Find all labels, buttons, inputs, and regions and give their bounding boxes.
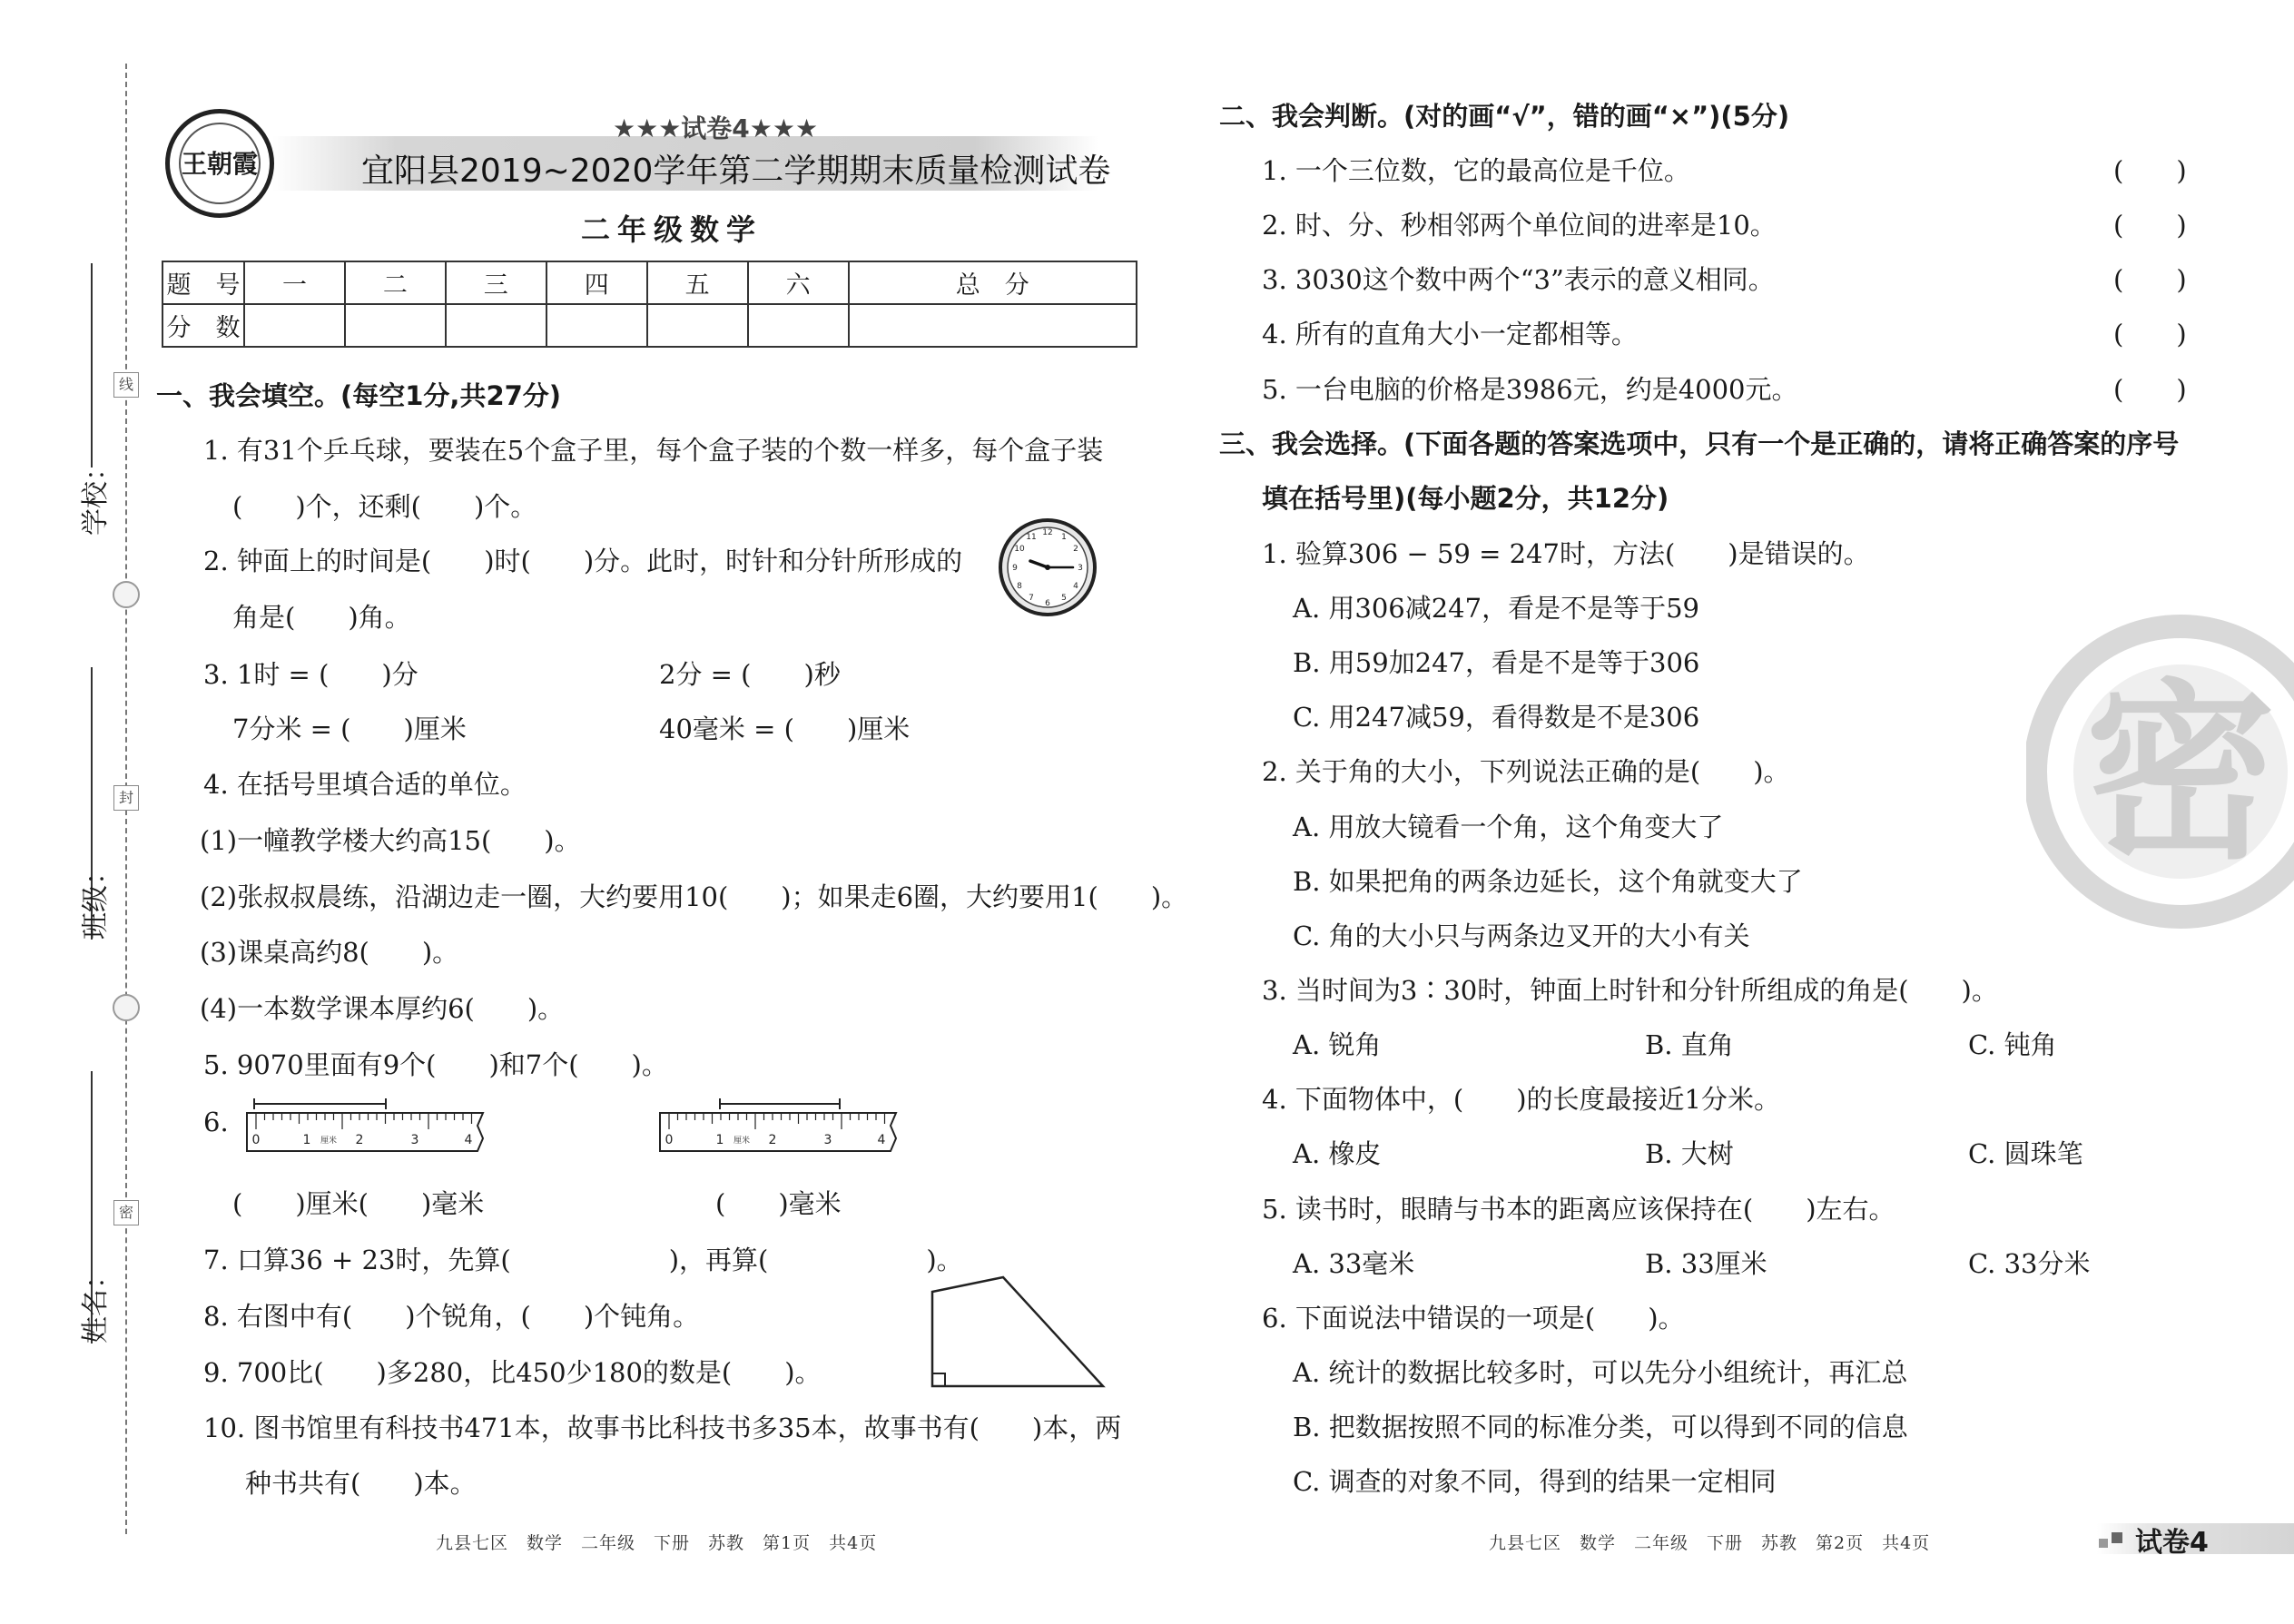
choice-option: C. 33分米: [1968, 1248, 2091, 1279]
tab-square-icon: [2099, 1539, 2108, 1548]
choice-option: B. 用59加247，看是不是等于306: [1293, 647, 1700, 678]
svg-text:11: 11: [1026, 533, 1037, 542]
score-table: [162, 261, 1137, 348]
question-7: 7. 口算36 + 23时，先算( )，再算( )。: [203, 1245, 963, 1275]
table-cell: 总 分: [849, 261, 1137, 304]
section3-heading-line2: 填在括号里)(每小题2分，共12分): [1262, 483, 1669, 514]
score-cell[interactable]: [244, 304, 345, 347]
question-10-line1: 10. 图书馆里有科技书471本，故事书比科技书多35本，故事书有( )本，两: [203, 1412, 1122, 1443]
binding-hole-icon: [113, 994, 140, 1021]
tab-square-icon: [2112, 1532, 2122, 1543]
choice-option: B. 33厘米: [1645, 1248, 1767, 1279]
score-cell[interactable]: [345, 304, 446, 347]
question-4-3: (3)课桌高约8( )。: [200, 937, 459, 968]
table-cell: 六: [748, 261, 849, 304]
answer-bracket[interactable]: ( ): [2113, 155, 2187, 186]
question-4: 4. 在括号里填合适的单位。: [203, 769, 527, 800]
question-6-label: 6.: [203, 1107, 229, 1137]
footer-left: 九县七区 数学 二年级 下册 苏教 第1页 共4页: [436, 1533, 878, 1553]
subject-title: 二年级数学: [581, 212, 763, 247]
choice-question-2: 2. 关于角的大小，下列说法正确的是( )。: [1262, 756, 1790, 787]
question-1-line2: ( )个，还剩( )个。: [232, 491, 537, 522]
question-3-a: 3. 1时 = ( )分: [203, 659, 418, 690]
clock-face-icon: [998, 517, 1098, 617]
judge-item-3: 3. 3030这个数中两个“3”表示的意义相同。: [1262, 264, 1775, 295]
question-9: 9. 700比( )多280，比450少180的数是( )。: [203, 1357, 822, 1388]
svg-text:4: 4: [1073, 582, 1078, 591]
publisher-logo: 王朝霞: [165, 109, 274, 218]
question-6-answer-2: ( )毫米: [715, 1188, 842, 1219]
ruler-tick-label: 1: [302, 1133, 311, 1147]
table-cell: 分 数: [162, 304, 244, 347]
judge-item-2: 2. 时、分、秒相邻两个单位间的进率是10。: [1262, 210, 1777, 241]
judge-item-5: 5. 一台电脑的价格是3986元，约是4000元。: [1262, 374, 1798, 405]
table-cell: 四: [546, 261, 647, 304]
score-cell[interactable]: [647, 304, 748, 347]
score-cell[interactable]: [748, 304, 849, 347]
question-4-1: (1)一幢教学楼大约高15( )。: [200, 825, 581, 856]
svg-text:1: 1: [1061, 533, 1067, 542]
svg-text:8: 8: [1017, 582, 1022, 591]
ruler-tick-label: 1: [715, 1133, 724, 1147]
table-cell: 二: [345, 261, 446, 304]
answer-bracket[interactable]: ( ): [2113, 264, 2187, 295]
choice-question-6: 6. 下面说法中错误的一项是( )。: [1262, 1303, 1685, 1334]
seal-mark-feng: 封: [113, 785, 139, 811]
svg-text:3: 3: [1078, 564, 1083, 573]
score-table-header-row: [162, 261, 1137, 304]
question-4-4: (4)一本数学课本厚约6( )。: [200, 993, 565, 1024]
choice-option: A. 统计的数据比较多时，可以先分小组统计，再汇总: [1293, 1357, 1908, 1388]
choice-option: A. 锐角: [1293, 1029, 1382, 1060]
choice-question-1: 1. 验算306 − 59 = 247时，方法( )是错误的。: [1262, 538, 1870, 569]
svg-text:5: 5: [1061, 594, 1067, 603]
score-cell[interactable]: [546, 304, 647, 347]
ruler-tick-label: 0: [251, 1133, 261, 1147]
ruler-tick-label: 3: [410, 1133, 419, 1147]
ruler-1: [245, 1098, 487, 1162]
series-badge: ★★★试卷4★★★: [613, 113, 819, 143]
exam-title: 宜阳县2019~2020学年第二学期期末质量检测试卷: [361, 153, 1111, 190]
ruler-unit-label: 厘米: [733, 1137, 751, 1146]
section1-heading: 一、我会填空。(每空1分,共27分): [156, 380, 562, 411]
question-1-line1: 1. 有31个乒乓球，要装在5个盒子里，每个盒子装的个数一样多，每个盒子装: [203, 435, 1104, 466]
answer-bracket[interactable]: ( ): [2113, 210, 2187, 241]
ruler-unit-label: 厘米: [320, 1137, 338, 1146]
question-8: 8. 右图中有( )个锐角，( )个钝角。: [203, 1301, 700, 1332]
choice-option: C. 圆珠笔: [1968, 1138, 2083, 1169]
question-10-line2: 种书共有( )本。: [245, 1468, 477, 1499]
choice-option: C. 角的大小只与两条边叉开的大小有关: [1293, 920, 1750, 951]
class-label: 班级：: [80, 858, 112, 940]
svg-text:9: 9: [1012, 564, 1018, 573]
question-4-2: (2)张叔叔晨练，沿湖边走一圈，大约要用10( )；如果走6圈，大约要用1( )。: [200, 881, 1188, 912]
question-2-line2: 角是( )角。: [232, 602, 411, 633]
table-cell: 题 号: [162, 261, 244, 304]
choice-option: C. 用247减59，看得数是不是306: [1293, 702, 1700, 733]
choice-option: A. 33毫米: [1293, 1248, 1415, 1279]
confidential-stamp-icon: [2026, 590, 2294, 953]
school-write-line: [91, 263, 93, 468]
ruler-tick-label: 3: [823, 1133, 832, 1147]
svg-text:7: 7: [1029, 594, 1034, 603]
paper-number-tab: 试卷4: [2135, 1527, 2209, 1559]
table-cell: 五: [647, 261, 748, 304]
choice-question-3: 3. 当时间为3∶30时，钟面上时针和分针所组成的角是( )。: [1262, 975, 1998, 1006]
choice-option: A. 橡皮: [1293, 1138, 1382, 1169]
answer-bracket[interactable]: ( ): [2113, 374, 2187, 405]
choice-question-4: 4. 下面物体中，( )的长度最接近1分米。: [1262, 1084, 1780, 1115]
ruler-tick-label: 2: [355, 1133, 364, 1147]
question-3-b: 2分 = ( )秒: [659, 659, 841, 690]
answer-bracket[interactable]: ( ): [2113, 319, 2187, 349]
score-table-score-row: [162, 304, 1137, 347]
school-label: 学校：: [80, 454, 112, 536]
choice-option: B. 把数据按照不同的标准分类，可以得到不同的信息: [1293, 1412, 1908, 1442]
question-6-answer-1: ( )厘米( )毫米: [232, 1188, 485, 1219]
choice-option: A. 用放大镜看一个角，这个角变大了: [1293, 812, 1724, 842]
ruler-tick-label: 4: [464, 1133, 473, 1147]
score-cell[interactable]: [446, 304, 546, 347]
judge-item-1: 1. 一个三位数，它的最高位是千位。: [1262, 155, 1690, 186]
ruler-tick-label: 2: [768, 1133, 777, 1147]
trapezoid-figure: [921, 1266, 1112, 1393]
question-2-line1: 2. 钟面上的时间是( )时( )分。此时，时针和分针所形成的: [203, 546, 963, 576]
question-5: 5. 9070里面有9个( )和7个( )。: [203, 1049, 668, 1080]
footer-right: 九县七区 数学 二年级 下册 苏教 第2页 共4页: [1489, 1533, 1931, 1553]
choice-option: C. 钝角: [1968, 1029, 2057, 1060]
choice-option: A. 用306减247，看是不是等于59: [1293, 593, 1699, 624]
table-cell: 一: [244, 261, 345, 304]
name-label: 姓名：: [80, 1262, 112, 1343]
seal-mark-xian: 线: [113, 372, 139, 398]
question-3-c: 7分米 = ( )厘米: [232, 714, 467, 744]
ruler-tick-label: 0: [665, 1133, 674, 1147]
choice-question-5: 5. 读书时，眼睛与书本的距离应该保持在( )左右。: [1262, 1194, 1895, 1225]
score-cell[interactable]: [849, 304, 1137, 347]
section2-heading: 二、我会判断。(对的画“√”，错的画“×”)(5分): [1219, 101, 1790, 132]
svg-text:密: 密: [2084, 663, 2277, 885]
svg-text:12: 12: [1042, 528, 1053, 537]
svg-text:6: 6: [1045, 599, 1050, 608]
choice-option: B. 直角: [1645, 1029, 1734, 1060]
binding-hole-icon: [113, 581, 140, 608]
table-cell: 三: [446, 261, 546, 304]
ruler-tick-label: 4: [877, 1133, 886, 1147]
svg-text:2: 2: [1073, 545, 1078, 554]
choice-option: B. 如果把角的两条边延长，这个角就变大了: [1293, 866, 1803, 897]
ruler-2: [658, 1098, 900, 1162]
choice-option: B. 大树: [1645, 1138, 1734, 1169]
seal-mark-mi: 密: [113, 1200, 139, 1225]
choice-option: C. 调查的对象不同，得到的结果一定相同: [1293, 1466, 1777, 1497]
svg-text:10: 10: [1014, 545, 1025, 554]
question-3-d: 40毫米 = ( )厘米: [659, 714, 911, 744]
judge-item-4: 4. 所有的直角大小一定都相等。: [1262, 319, 1638, 349]
section3-heading-line1: 三、我会选择。(下面各题的答案选项中，只有一个是正确的，请将正确答案的序号: [1219, 428, 2180, 459]
